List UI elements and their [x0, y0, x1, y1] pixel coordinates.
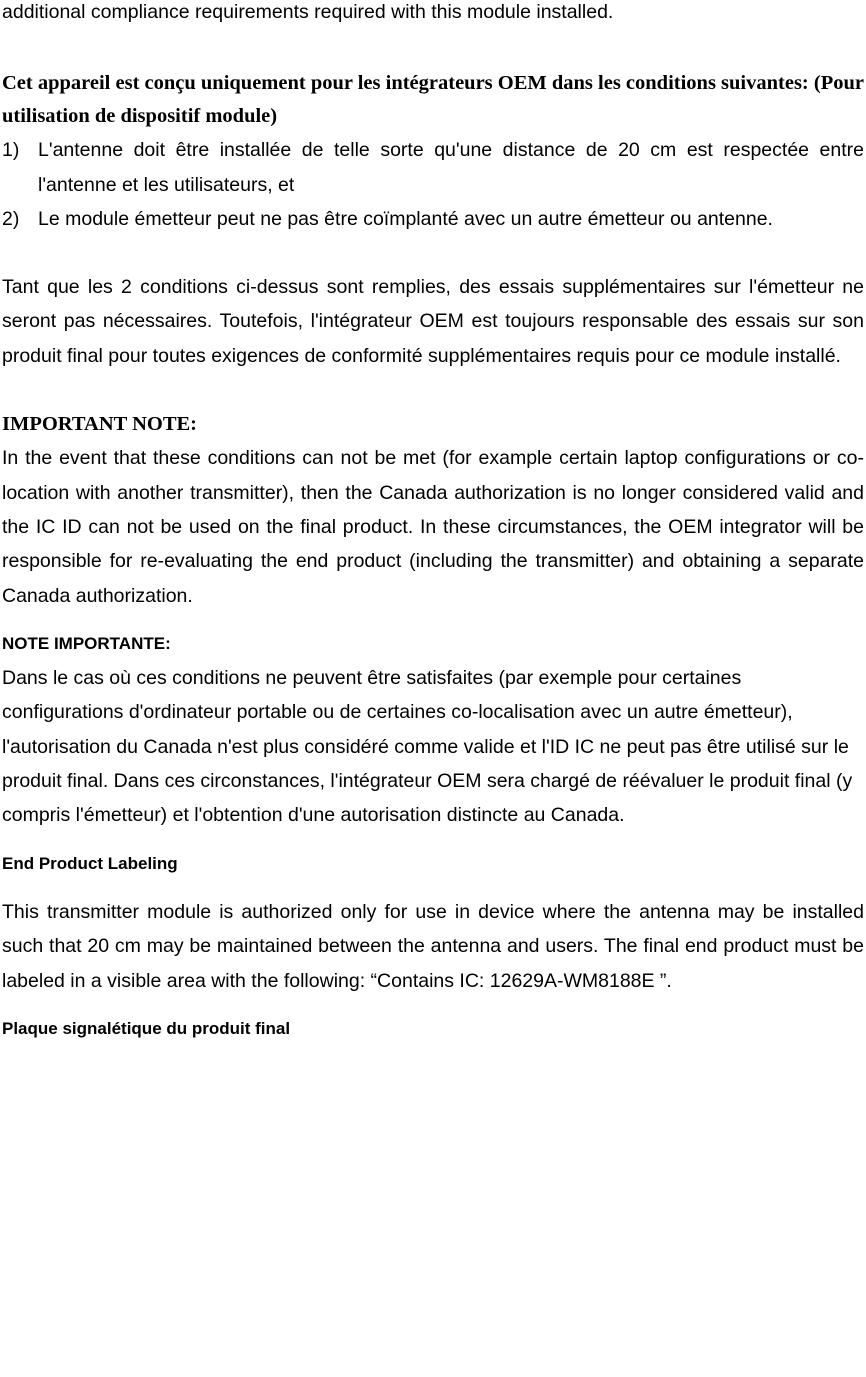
list-item-text: L'antenne doit être installée de telle sorte qu'une distance de 20 cm est respectée entre l'antenne et les utilisateurs, et [38, 139, 864, 196]
list-item-number: 2) [2, 207, 20, 230]
end-product-labeling-heading: End Product Labeling [2, 853, 178, 873]
plaque-heading: Plaque signalétique du produit final [2, 1018, 291, 1038]
list-item [2, 133, 864, 202]
list-item-text: Le module émetteur peut ne pas être coïmplanté avec un autre émetteur ou antenne. [38, 207, 773, 230]
document-page [2, 0, 864, 1046]
compliance-tail-text: additional compliance requirements required with this module installed. [2, 1, 614, 23]
list-item-number: 1) [2, 139, 20, 162]
important-note-heading: IMPORTANT NOTE: [2, 413, 197, 436]
note-importante-text: Dans le cas où ces conditions ne peuvent être satisfaites (par exemple pour certaines configurations d'ordinateur portable ou de certaines co-localisation avec un autre émetteur), l'autorisation du Canada n'est plus considéré comme valide et l'ID IC ne peut pas être utilisé sur le produit final. Dans ces circonstances, l'intégrateur OEM sera chargé de réévaluer le produit final (y compris l'émetteur) et l'obtention d'une autorisation distincte au Canada. [2, 667, 853, 827]
important-note-text: In the event that these conditions can not be met (for example certain laptop configurations or co-location with another transmitter), then the Canada authorization is no longer considered valid and the IC ID can not be used on the final product. In these circumstances, the OEM integrator will be responsible for re-evaluating the end product (including the transmitter) and obtaining a separate Canada authorization. [2, 447, 864, 607]
oem-fr-paragraph: Tant que les 2 conditions ci-dessus sont remplies, des essais supplémentaires sur l'émetteur ne seront pas nécessaires. Toutefois, l'intégrateur OEM est toujours responsable des essais sur son produit final pour toutes exigences de conformité supplémentaires requis pour ce module installé. [2, 276, 864, 367]
oem-fr-conditions-list [2, 133, 864, 236]
note-importante-heading: NOTE IMPORTANTE: [2, 633, 171, 653]
end-product-labeling-text: This transmitter module is authorized only for use in device where the antenna may be installed such that 20 cm may be maintained between the antenna and users. The final end product must be labeled in a visible area with the following: “Contains IC: 12629A-WM8188E ”. [2, 900, 864, 992]
list-item [2, 202, 864, 236]
oem-fr-heading: Cet appareil est conçu uniquement pour les intégrateurs OEM dans les conditions suivantes: (Pour utilisation de dispositif module) [2, 72, 864, 128]
